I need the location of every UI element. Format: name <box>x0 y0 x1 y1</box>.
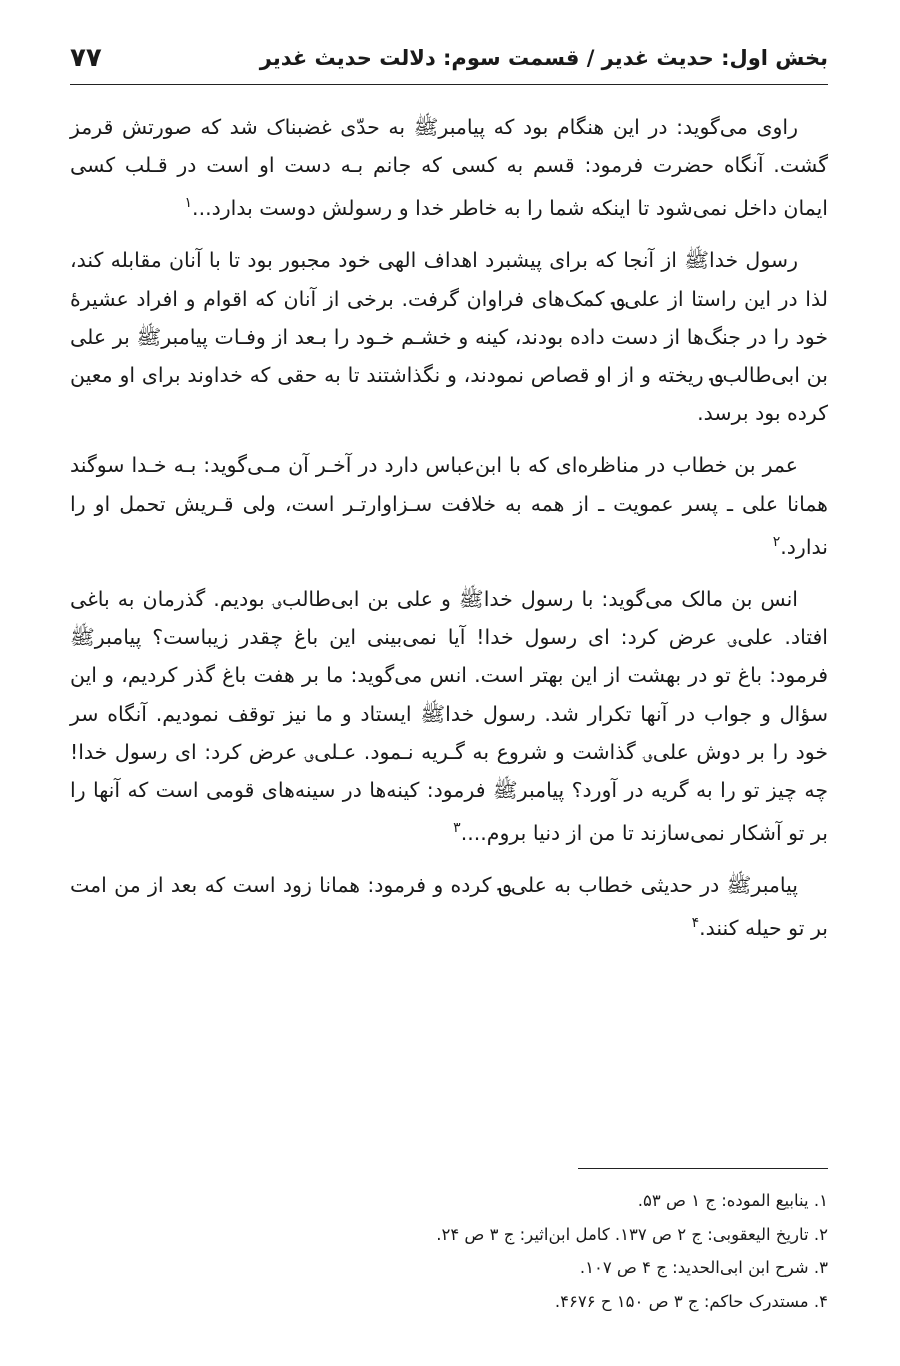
paragraph <box>70 108 828 227</box>
footnote: ۱. ینابیع الموده: ج ۱ ص ۵۳. <box>637 1191 828 1210</box>
footnotes-list <box>70 1184 828 1318</box>
paragraph-text: راوی می‌گوید: در این هنگام بود که پیامبرﷺ به حدّی غضبناک شد که صورتش قرمز گشت. آنگاه حضرت فرمود: قسم به کسی که جانم بـه دست او است در قـلب کسی ایمان داخل نمی‌شود تا اینکه شما را به خاطر خدا و رسولش دوست بدارد... <box>70 115 828 221</box>
footnote-ref: ۳ <box>453 820 461 837</box>
paragraph-text: عمر بن خطاب در مناظره‌ای که با ابن‌عباس دارد در آخـر آن مـی‌گوید: بـه خـدا سوگند همانا علی ـ پسر عمویت ـ از همه به خلافت سـزاوارتـر است، ولی قـریش تحمل او را ندارد. <box>70 453 828 559</box>
paragraph <box>70 446 828 565</box>
paragraph <box>70 580 828 852</box>
footnote-divider <box>578 1168 828 1169</box>
page-header <box>70 32 828 85</box>
running-header-title: بخش اول: حدیث غدیر / قسمت سوم: دلالت حدیث غدیر <box>259 46 828 70</box>
footnote-ref: ۱ <box>184 195 193 212</box>
page-number: ۷۷ <box>70 43 102 73</box>
footnote-ref: ۴ <box>691 915 700 932</box>
footnote: ۴. مستدرک حاکم: ج ۳ ص ۱۵۰ ح ۴۶۷۶. <box>554 1291 828 1311</box>
paragraph <box>70 866 828 947</box>
body-text <box>70 108 828 961</box>
footnote-ref: ۲ <box>772 533 781 550</box>
footnote: ۲. تاریخ الیعقوبی: ج ۲ ص ۱۳۷. کامل ابن‌اثیر: ج ۳ ص ۲۴. <box>436 1224 828 1244</box>
footnote: ۳. شرح ابن ابی‌الحدید: ج ۴ ص ۱۰۷. <box>579 1258 828 1277</box>
paragraph-text: پیامبرﷺ در حدیثی خطاب به علی؈ کرده و فرمود: همانا زود است که بعد از من امت بر تو حیله کنند. <box>70 873 828 941</box>
paragraph-text: رسول خداﷺ از آنجا که برای پیشبرد اهداف الهی خود مجبور بود تا با آنان مقابله کند، لذا در این راستا از علی؈ کمک‌های فراوان گرفت. برخی از آنان که اقوام و افراد عشیرهٔ خود را در جنگ‌ها از دست داده بودند، کینه و خشـم خـود را بـعد از وفـات پیامبرﷺ بر علی بن ابی‌طالب؈ ریخته و از او قصاص نمودند، و نگذاشتند تا به حقی که خداوند برای او معین کرده بود برسد. <box>70 248 828 426</box>
paragraph-text: انس بن مالک می‌گوید: با رسول خداﷺ و علی بن ابی‌طالب؈ بودیم. گذرمان به باغی افتاد. علی؈ عرض کرد: ای رسول خدا! آیا نمی‌بینی این باغ چقدر زیباست؟ پیامبرﷺ فرمود: باغ تو در بهشت از این بهتر است. انس می‌گوید: ما بر هفت باغ گذر کردیم، و این سؤال و جواب در آنها تکرار شد. رسول خداﷺ ایستاد و ما نیز توقف نمودیم. آنگاه سر خود را بر دوش علی؈ گذاشت و شروع به گـریه نـمود. عـلی؈ عرض کرد: ای رسول خدا! چه چیز تو را به گریه در آورد؟ پیامبرﷺ فرمود: کینه‌ها در سینه‌های قومی است که آنها را بر تو آشکار نمی‌سازند تا من از دنیا بروم.... <box>70 586 828 845</box>
paragraph <box>70 241 828 432</box>
